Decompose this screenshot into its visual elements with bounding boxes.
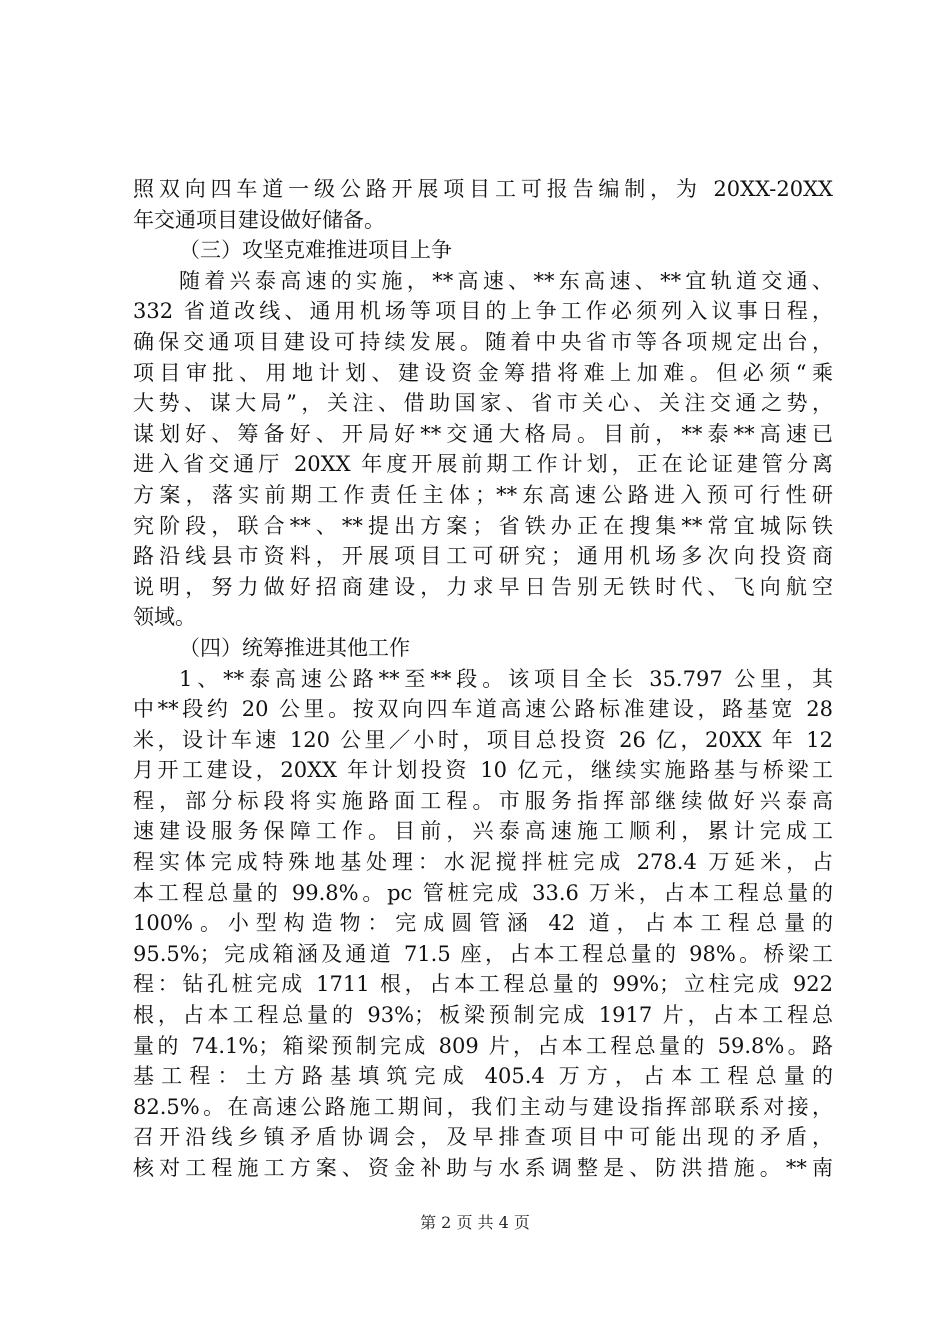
- text-line: 量的 74.1%；箱梁预制完成 809 片，占本工程总量的 59.8%。路: [133, 1033, 833, 1058]
- text-line: 确保交通项目建设可持续发展。随着中央省市等各项规定出台，: [133, 329, 833, 354]
- text-line: 月开工建设，20XX 年计划投资 10 亿元，继续实施路基与桥梁工: [133, 758, 833, 783]
- text-line: 说明，努力做好招商建设，力求早日告别无铁时代、飞向航空: [133, 574, 833, 599]
- text-line: 根，占本工程总量的 93%；板梁预制完成 1917 片，占本工程总: [133, 1003, 833, 1028]
- text-line: 米，设计车速 120 公里／小时，项目总投资 26 亿，20XX 年 12: [133, 727, 833, 752]
- text-line: 速建设服务保障工作。目前，兴泰高速施工顺利，累计完成工: [133, 819, 833, 844]
- document-body: [133, 174, 833, 1184]
- text-line: 82.5%。在高速公路施工期间，我们主动与建设指挥部联系对接，: [133, 1094, 833, 1119]
- text-line: 程，部分标段将实施路面工程。市服务指挥部继续做好兴泰高: [133, 788, 833, 813]
- text-line: 领域。: [133, 605, 196, 630]
- text-line: 照双向四车道一级公路开展项目工可报告编制，为 20XX-20XX: [133, 177, 833, 201]
- text-line: 中**段约 20 公里。按双向四车道高速公路标准建设，路基宽 28: [133, 697, 833, 722]
- text-line: 谋划好、筹备好、开局好**交通大格局。目前，**泰**高速已: [133, 421, 833, 446]
- text-line: 100%。小型构造物：完成圆管涵 42 道，占本工程总量的: [133, 911, 833, 936]
- page-number-footer: 第 2 页 共 4 页: [420, 1213, 530, 1232]
- text-line: 程实体完成特殊地基处理：水泥搅拌桩完成 278.4 万延米，占: [133, 850, 833, 875]
- text-line: 项目审批、用地计划、建设资金筹措将难上加难。但必须“乘: [133, 360, 833, 385]
- section-heading: （四）统筹推进其他工作: [179, 635, 410, 660]
- section-heading: （三）攻坚克难推进项目上争: [179, 238, 452, 263]
- text-line: 大势、谋大局”，关注、借助国家、省市关心、关注交通之势，: [133, 391, 833, 416]
- text-line: 程：钻孔桩完成 1711 根，占本工程总量的 99%；立柱完成 922: [133, 972, 833, 997]
- text-line: 路沿线县市资料，开展项目工可研究；通用机场多次向投资商: [133, 544, 833, 569]
- text-line: 方案，落实前期工作责任主体；**东高速公路进入预可行性研: [133, 482, 833, 507]
- text-line: 进入省交通厅 20XX 年度开展前期工作计划，正在论证建管分离: [133, 452, 833, 477]
- text-line: 基工程：土方路基填筑完成 405.4 万方，占本工程总量的: [133, 1064, 833, 1089]
- text-line: 召开沿线乡镇矛盾协调会，及早排查项目中可能出现的矛盾，: [133, 1125, 833, 1150]
- text-line: 本工程总量的 99.8%。pc 管桩完成 33.6 万米，占本工程总量的: [133, 880, 833, 905]
- text-line: 332 省道改线、通用机场等项目的上争工作必须列入议事日程，: [133, 299, 833, 324]
- text-line: 究阶段，联合**、**提出方案；省铁办正在搜集**常宜城际铁: [133, 513, 833, 538]
- text-line: 核对工程施工方案、资金补助与水系调整是、防洪措施。**南: [133, 1156, 833, 1180]
- text-line: 年交通项目建设做好储备。: [133, 207, 385, 232]
- text-line: 1、**泰高速公路**至**段。该项目全长 35.797 公里，其: [179, 666, 833, 691]
- text-line: 随着兴泰高速的实施，**高速、**东高速、**宜轨道交通、: [179, 268, 833, 293]
- text-line: 95.5%；完成箱涵及通道 71.5 座，占本工程总量的 98%。桥梁工: [133, 941, 833, 966]
